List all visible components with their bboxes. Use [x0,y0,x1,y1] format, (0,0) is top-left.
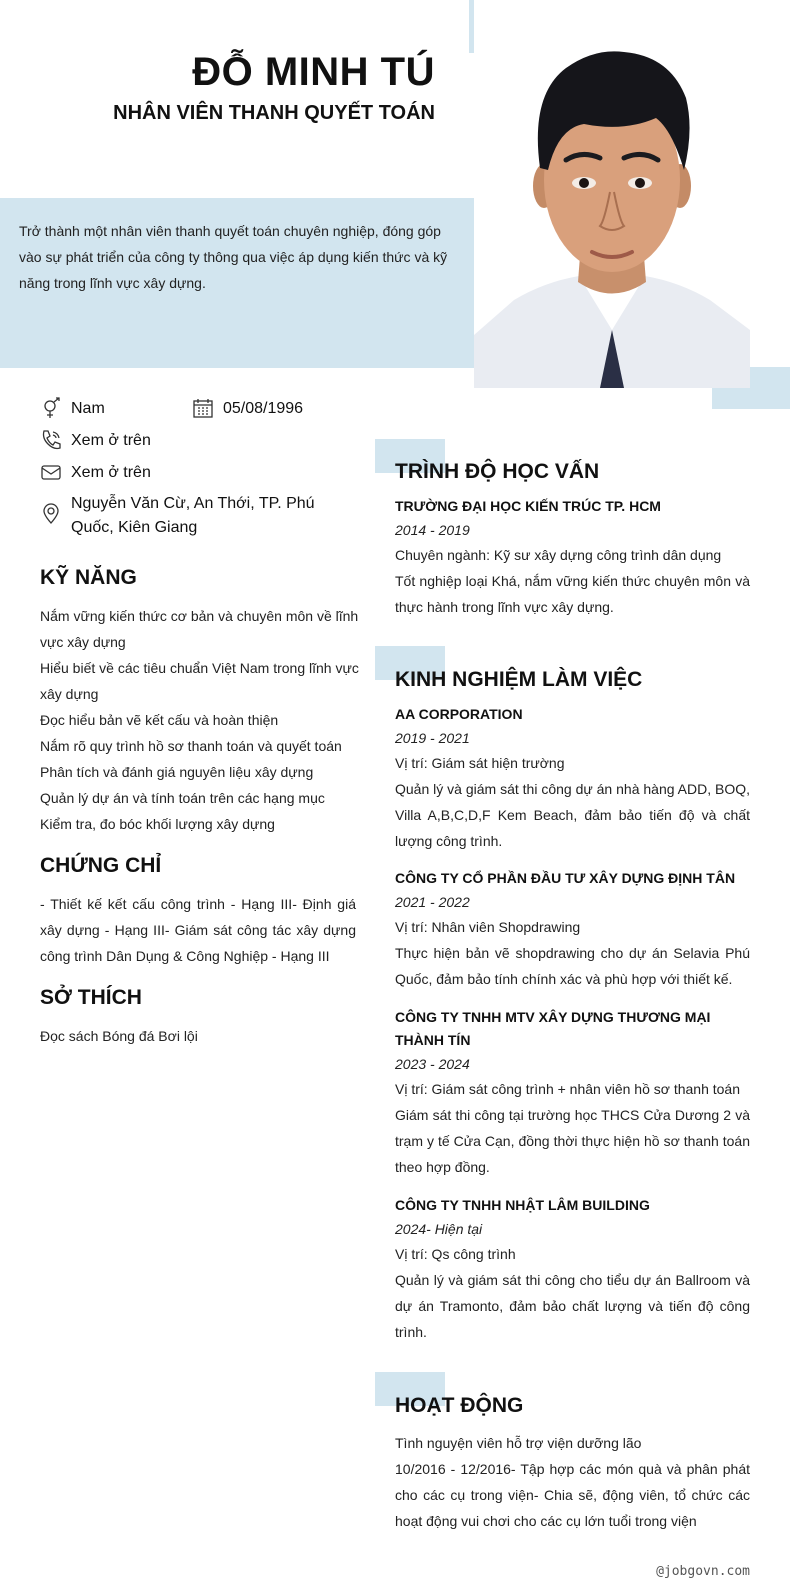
certificates-title: CHỨNG CHỈ [40,854,162,877]
job-description: Giám sát thi công tại trường học THCS Cửa Dương 2 và trạm y tế Cửa Cạn, đồng thời thực hiện hồ sơ thanh toán theo hợp đồng. [395,1107,750,1175]
skills-title: KỸ NĂNG [40,566,137,589]
skill-item: Quản lý dự án và tính toán trên các hạng mục [40,790,325,806]
phone-value: Xem ở trên [71,432,151,449]
job-position: Vị trí: Nhân viên Shopdrawing [395,919,581,935]
skill-item: Đọc hiểu bản vẽ kết cấu và hoàn thiện [40,712,279,728]
mail-icon [40,461,62,483]
skills-list [40,603,360,837]
location-icon [40,502,62,524]
job-position: Vị trí: Giám sát hiện trường [395,755,565,771]
job-position: Vị trí: Giám sát công trình + nhân viên hồ sơ thanh toán [395,1081,740,1097]
job-company: CÔNG TY TNHH NHẬT LÂM BUILDING [395,1197,650,1213]
birthday-row [192,397,303,421]
candidate-name: ĐỖ MINH TÚ [192,50,435,94]
skill-item: Nắm vững kiến thức cơ bản và chuyên môn về lĩnh vực xây dựng [40,608,359,650]
gender-row [40,397,105,421]
skill-item: Kiểm tra, đo bóc khối lượng xây dựng [40,816,275,832]
education-period: 2014 - 2019 [395,522,470,538]
education-detail: Tốt nghiệp loại Khá, nắm vững kiến thức chuyên môn và thực hành trong lĩnh vực xây dựng. [395,573,750,615]
birthday-value: 05/08/1996 [223,400,304,417]
job-position: Vị trí: Qs công trình [395,1246,516,1262]
activity-detail: 10/2016 - 12/2016- Tập hợp các món quà và phân phát cho các cụ trong viện- Chia sẽ, động viên, tổ chức các hoạt động vui chơi cho các cụ lớn tuổi trong viện [395,1461,750,1529]
education-title: TRÌNH ĐỘ HỌC VẤN [395,460,600,483]
job-period: 2021 - 2022 [395,894,470,910]
profile-photo [474,0,750,388]
job-description: Thực hiện bản vẽ shopdrawing cho dự án Selavia Phú Quốc, đảm bảo tính chính xác và phù hợp với thiết kế. [395,945,750,987]
school-name: TRƯỜNG ĐẠI HỌC KIẾN TRÚC TP. HCM [395,498,661,514]
activities-title: HOẠT ĐỘNG [395,1394,524,1417]
hobbies-text: Đọc sách Bóng đá Bơi lội [40,1028,198,1044]
calendar-icon [192,397,214,419]
watermark: @jobgovn.com [656,1564,750,1579]
address-row [40,492,360,540]
job-company: AA CORPORATION [395,706,523,722]
skill-item: Nắm rõ quy trình hồ sơ thanh toán và quyết toán [40,738,342,754]
email-row [40,461,151,485]
skill-item: Phân tích và đánh giá nguyên liệu xây dựng [40,764,314,780]
phone-icon [40,429,62,451]
job-period: 2019 - 2021 [395,730,470,746]
education-major: Chuyên ngành: Kỹ sư xây dựng công trình dân dụng [395,547,722,563]
candidate-role: NHÂN VIÊN THANH QUYẾT TOÁN [113,102,435,124]
skill-item: Hiểu biết về các tiêu chuẩn Việt Nam trong lĩnh vực xây dựng [40,660,359,702]
job-period: 2024- Hiện tại [395,1221,483,1237]
job-company: CÔNG TY CỔ PHẦN ĐẦU TƯ XÂY DỰNG ĐỊNH TÂN [395,870,736,886]
experience-title: KINH NGHIỆM LÀM VIỆC [395,668,643,691]
career-objective: Trở thành một nhân viên thanh quyết toán chuyên nghiệp, đóng góp vào sự phát triển của công ty thông qua việc áp dụng kiến thức và kỹ năng trong lĩnh vực xây dựng. [19,223,448,291]
gender-value: Nam [71,400,105,417]
activity-role: Tình nguyện viên hỗ trợ viện dưỡng lão [395,1435,642,1451]
job-period: 2023 - 2024 [395,1056,470,1072]
job-description: Quản lý và giám sát thi công dự án nhà hàng ADD, BOQ, Villa A,B,C,D,F Kem Beach, đảm bảo tiến độ và chất lượng công trình. [395,781,750,849]
address-value: Nguyễn Văn Cừ, An Thới, TP. Phú Quốc, Kiên Giang [71,495,315,536]
email-value: Xem ở trên [71,464,151,481]
job-company: CÔNG TY TNHH MTV XÂY DỰNG THƯƠNG MẠI THÀNH TÍN [395,1009,711,1048]
phone-row [40,429,151,453]
hobbies-title: SỞ THÍCH [40,986,142,1009]
certificates-text: - Thiết kế kết cấu công trình - Hạng III- Định giá xây dựng - Hạng III- Giám sát công tác xây dựng công trình Dân Dụng & Công Nghiệp - Hạng III [40,896,356,964]
gender-icon [40,397,62,419]
job-description: Quản lý và giám sát thi công cho tiểu dự án Ballroom và dự án Tramonto, đảm bảo chất lượng và tiến độ công trình. [395,1272,750,1340]
